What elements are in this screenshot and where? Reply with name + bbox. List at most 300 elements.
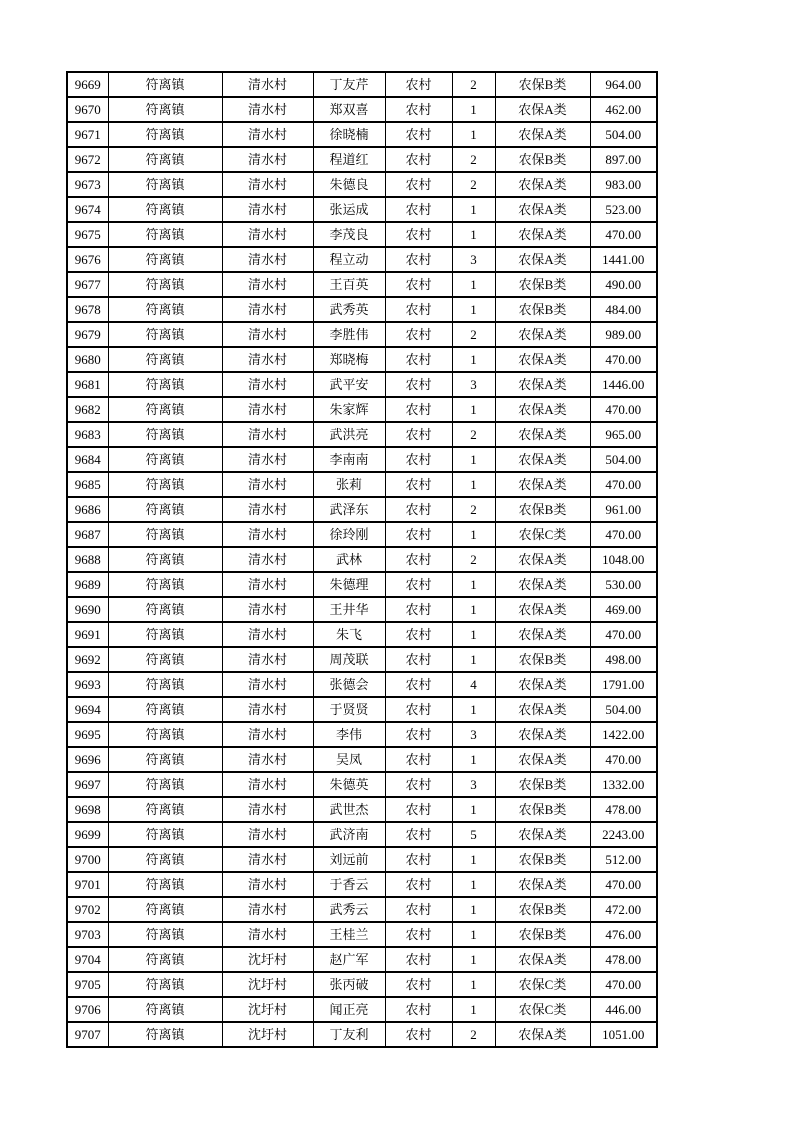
cell-category: 农保A类: [495, 672, 590, 697]
cell-count: 3: [452, 722, 495, 747]
cell-village: 清水村: [222, 847, 313, 872]
cell-household-type: 农村: [385, 172, 452, 197]
cell-amount: 470.00: [590, 972, 657, 997]
cell-town: 符离镇: [108, 847, 222, 872]
cell-category: 农保B类: [495, 72, 590, 97]
cell-town: 符离镇: [108, 172, 222, 197]
cell-name: 徐晓楠: [313, 122, 385, 147]
cell-amount: 1051.00: [590, 1022, 657, 1047]
cell-name: 武林: [313, 547, 385, 572]
table-row: [67, 572, 657, 597]
cell-town: 符离镇: [108, 422, 222, 447]
cell-name: 丁友芹: [313, 72, 385, 97]
cell-village: 清水村: [222, 622, 313, 647]
cell-village: 清水村: [222, 897, 313, 922]
cell-name: 武秀英: [313, 297, 385, 322]
cell-category: 农保A类: [495, 697, 590, 722]
cell-serial: 9669: [67, 72, 108, 97]
cell-household-type: 农村: [385, 622, 452, 647]
cell-household-type: 农村: [385, 1022, 452, 1047]
cell-household-type: 农村: [385, 647, 452, 672]
cell-category: 农保A类: [495, 222, 590, 247]
cell-serial: 9679: [67, 322, 108, 347]
cell-count: 2: [452, 147, 495, 172]
cell-amount: 470.00: [590, 622, 657, 647]
cell-name: 武世杰: [313, 797, 385, 822]
cell-household-type: 农村: [385, 597, 452, 622]
cell-serial: 9694: [67, 697, 108, 722]
cell-village: 清水村: [222, 247, 313, 272]
cell-serial: 9675: [67, 222, 108, 247]
cell-name: 王百英: [313, 272, 385, 297]
cell-amount: 470.00: [590, 397, 657, 422]
cell-name: 刘远前: [313, 847, 385, 872]
cell-household-type: 农村: [385, 547, 452, 572]
cell-village: 清水村: [222, 497, 313, 522]
cell-amount: 983.00: [590, 172, 657, 197]
cell-town: 符离镇: [108, 147, 222, 172]
cell-village: 清水村: [222, 422, 313, 447]
cell-town: 符离镇: [108, 997, 222, 1022]
cell-town: 符离镇: [108, 397, 222, 422]
cell-amount: 462.00: [590, 97, 657, 122]
cell-village: 沈圩村: [222, 1022, 313, 1047]
table-row: [67, 497, 657, 522]
cell-serial: 9676: [67, 247, 108, 272]
cell-serial: 9699: [67, 822, 108, 847]
cell-name: 李伟: [313, 722, 385, 747]
cell-serial: 9678: [67, 297, 108, 322]
cell-category: 农保A类: [495, 372, 590, 397]
cell-category: 农保B类: [495, 797, 590, 822]
cell-household-type: 农村: [385, 697, 452, 722]
cell-town: 符离镇: [108, 372, 222, 397]
cell-name: 于贤贤: [313, 697, 385, 722]
cell-village: 清水村: [222, 372, 313, 397]
cell-count: 1: [452, 747, 495, 772]
cell-household-type: 农村: [385, 947, 452, 972]
cell-amount: 530.00: [590, 572, 657, 597]
table-row: [67, 222, 657, 247]
cell-amount: 470.00: [590, 747, 657, 772]
cell-count: 1: [452, 972, 495, 997]
table-row: [67, 722, 657, 747]
cell-serial: 9706: [67, 997, 108, 1022]
table-row: [67, 197, 657, 222]
cell-amount: 2243.00: [590, 822, 657, 847]
cell-serial: 9684: [67, 447, 108, 472]
cell-serial: 9705: [67, 972, 108, 997]
cell-count: 1: [452, 922, 495, 947]
table-row: [67, 147, 657, 172]
cell-count: 4: [452, 672, 495, 697]
cell-count: 1: [452, 847, 495, 872]
cell-serial: 9693: [67, 672, 108, 697]
cell-village: 清水村: [222, 122, 313, 147]
cell-serial: 9683: [67, 422, 108, 447]
table-row: [67, 822, 657, 847]
cell-village: 清水村: [222, 922, 313, 947]
cell-category: 农保B类: [495, 297, 590, 322]
table-row: [67, 422, 657, 447]
cell-household-type: 农村: [385, 247, 452, 272]
cell-household-type: 农村: [385, 72, 452, 97]
cell-name: 郑晓梅: [313, 347, 385, 372]
cell-name: 赵广军: [313, 947, 385, 972]
table-row: [67, 872, 657, 897]
cell-count: 1: [452, 97, 495, 122]
cell-town: 符离镇: [108, 272, 222, 297]
cell-name: 张运成: [313, 197, 385, 222]
cell-serial: 9692: [67, 647, 108, 672]
cell-town: 符离镇: [108, 822, 222, 847]
table-row: [67, 172, 657, 197]
cell-category: 农保A类: [495, 822, 590, 847]
cell-count: 2: [452, 497, 495, 522]
table-row: [67, 972, 657, 997]
table-row: [67, 647, 657, 672]
table-row: [67, 997, 657, 1022]
table-row: [67, 372, 657, 397]
cell-serial: 9682: [67, 397, 108, 422]
cell-village: 清水村: [222, 722, 313, 747]
cell-village: 清水村: [222, 447, 313, 472]
cell-town: 符离镇: [108, 122, 222, 147]
cell-household-type: 农村: [385, 422, 452, 447]
cell-serial: 9688: [67, 547, 108, 572]
cell-amount: 470.00: [590, 472, 657, 497]
cell-count: 3: [452, 372, 495, 397]
cell-village: 清水村: [222, 197, 313, 222]
cell-village: 清水村: [222, 222, 313, 247]
cell-category: 农保A类: [495, 397, 590, 422]
cell-name: 朱德理: [313, 572, 385, 597]
cell-serial: 9695: [67, 722, 108, 747]
cell-category: 农保A类: [495, 247, 590, 272]
cell-serial: 9671: [67, 122, 108, 147]
table-row: [67, 672, 657, 697]
cell-town: 符离镇: [108, 447, 222, 472]
cell-category: 农保A类: [495, 197, 590, 222]
table-row: [67, 947, 657, 972]
cell-amount: 1446.00: [590, 372, 657, 397]
cell-category: 农保A类: [495, 572, 590, 597]
cell-household-type: 农村: [385, 722, 452, 747]
cell-serial: 9670: [67, 97, 108, 122]
cell-household-type: 农村: [385, 847, 452, 872]
cell-town: 符离镇: [108, 922, 222, 947]
cell-village: 清水村: [222, 97, 313, 122]
cell-town: 符离镇: [108, 222, 222, 247]
cell-count: 2: [452, 547, 495, 572]
cell-amount: 478.00: [590, 947, 657, 972]
cell-amount: 961.00: [590, 497, 657, 522]
cell-amount: 989.00: [590, 322, 657, 347]
cell-category: 农保A类: [495, 872, 590, 897]
cell-village: 清水村: [222, 697, 313, 722]
cell-village: 清水村: [222, 672, 313, 697]
cell-village: 清水村: [222, 572, 313, 597]
cell-serial: 9707: [67, 1022, 108, 1047]
cell-count: 1: [452, 472, 495, 497]
cell-category: 农保A类: [495, 122, 590, 147]
cell-household-type: 农村: [385, 297, 452, 322]
cell-household-type: 农村: [385, 897, 452, 922]
cell-name: 王井华: [313, 597, 385, 622]
cell-name: 周茂联: [313, 647, 385, 672]
cell-amount: 472.00: [590, 897, 657, 922]
cell-village: 清水村: [222, 347, 313, 372]
cell-count: 1: [452, 197, 495, 222]
cell-count: 1: [452, 572, 495, 597]
cell-serial: 9697: [67, 772, 108, 797]
cell-category: 农保A类: [495, 472, 590, 497]
cell-category: 农保C类: [495, 997, 590, 1022]
cell-town: 符离镇: [108, 97, 222, 122]
cell-category: 农保B类: [495, 647, 590, 672]
cell-village: 清水村: [222, 322, 313, 347]
table-row: [67, 797, 657, 822]
cell-name: 武洪亮: [313, 422, 385, 447]
cell-category: 农保B类: [495, 772, 590, 797]
cell-town: 符离镇: [108, 872, 222, 897]
cell-serial: 9689: [67, 572, 108, 597]
cell-household-type: 农村: [385, 772, 452, 797]
cell-count: 1: [452, 597, 495, 622]
cell-name: 武济南: [313, 822, 385, 847]
cell-serial: 9687: [67, 522, 108, 547]
cell-count: 1: [452, 947, 495, 972]
table-body: [67, 72, 657, 1047]
table-row: [67, 72, 657, 97]
cell-category: 农保C类: [495, 972, 590, 997]
cell-amount: 470.00: [590, 522, 657, 547]
cell-category: 农保B类: [495, 922, 590, 947]
cell-name: 朱飞: [313, 622, 385, 647]
cell-name: 武平安: [313, 372, 385, 397]
cell-category: 农保B类: [495, 272, 590, 297]
cell-category: 农保A类: [495, 447, 590, 472]
cell-town: 符离镇: [108, 497, 222, 522]
cell-serial: 9698: [67, 797, 108, 822]
cell-town: 符离镇: [108, 322, 222, 347]
cell-village: 清水村: [222, 522, 313, 547]
cell-count: 1: [452, 297, 495, 322]
cell-village: 清水村: [222, 147, 313, 172]
cell-village: 清水村: [222, 397, 313, 422]
cell-village: 沈圩村: [222, 947, 313, 972]
table-row: [67, 347, 657, 372]
cell-village: 清水村: [222, 72, 313, 97]
cell-household-type: 农村: [385, 672, 452, 697]
insurance-roster-table: [66, 71, 658, 1048]
cell-serial: 9672: [67, 147, 108, 172]
cell-town: 符离镇: [108, 472, 222, 497]
cell-amount: 1791.00: [590, 672, 657, 697]
cell-town: 符离镇: [108, 522, 222, 547]
cell-village: 清水村: [222, 172, 313, 197]
cell-category: 农保B类: [495, 847, 590, 872]
cell-village: 清水村: [222, 472, 313, 497]
table-row: [67, 922, 657, 947]
cell-name: 于香云: [313, 872, 385, 897]
cell-amount: 446.00: [590, 997, 657, 1022]
cell-village: 清水村: [222, 547, 313, 572]
cell-category: 农保A类: [495, 97, 590, 122]
cell-town: 符离镇: [108, 347, 222, 372]
cell-town: 符离镇: [108, 597, 222, 622]
cell-name: 丁友利: [313, 1022, 385, 1047]
cell-amount: 498.00: [590, 647, 657, 672]
cell-category: 农保A类: [495, 347, 590, 372]
cell-name: 张德会: [313, 672, 385, 697]
cell-amount: 512.00: [590, 847, 657, 872]
cell-name: 闻正亮: [313, 997, 385, 1022]
cell-count: 1: [452, 897, 495, 922]
cell-count: 2: [452, 1022, 495, 1047]
cell-town: 符离镇: [108, 197, 222, 222]
cell-serial: 9691: [67, 622, 108, 647]
table-row: [67, 847, 657, 872]
cell-count: 1: [452, 872, 495, 897]
table-row: [67, 897, 657, 922]
cell-category: 农保A类: [495, 547, 590, 572]
cell-amount: 470.00: [590, 872, 657, 897]
cell-amount: 504.00: [590, 122, 657, 147]
cell-name: 武泽东: [313, 497, 385, 522]
cell-count: 1: [452, 347, 495, 372]
cell-amount: 478.00: [590, 797, 657, 822]
cell-count: 1: [452, 522, 495, 547]
table-row: [67, 597, 657, 622]
cell-village: 清水村: [222, 297, 313, 322]
cell-serial: 9674: [67, 197, 108, 222]
cell-amount: 897.00: [590, 147, 657, 172]
cell-serial: 9686: [67, 497, 108, 522]
cell-town: 符离镇: [108, 72, 222, 97]
cell-name: 李胜伟: [313, 322, 385, 347]
cell-amount: 476.00: [590, 922, 657, 947]
cell-town: 符离镇: [108, 547, 222, 572]
cell-name: 朱家辉: [313, 397, 385, 422]
cell-serial: 9677: [67, 272, 108, 297]
cell-amount: 490.00: [590, 272, 657, 297]
cell-household-type: 农村: [385, 997, 452, 1022]
cell-name: 李茂良: [313, 222, 385, 247]
cell-serial: 9673: [67, 172, 108, 197]
cell-category: 农保A类: [495, 1022, 590, 1047]
cell-count: 3: [452, 772, 495, 797]
table-row: [67, 522, 657, 547]
cell-serial: 9680: [67, 347, 108, 372]
table-row: [67, 747, 657, 772]
table-row: [67, 97, 657, 122]
cell-village: 清水村: [222, 597, 313, 622]
cell-household-type: 农村: [385, 822, 452, 847]
cell-village: 沈圩村: [222, 997, 313, 1022]
cell-household-type: 农村: [385, 197, 452, 222]
cell-town: 符离镇: [108, 622, 222, 647]
cell-town: 符离镇: [108, 572, 222, 597]
cell-amount: 470.00: [590, 222, 657, 247]
cell-household-type: 农村: [385, 797, 452, 822]
cell-name: 徐玲刚: [313, 522, 385, 547]
cell-category: 农保A类: [495, 747, 590, 772]
cell-household-type: 农村: [385, 347, 452, 372]
cell-name: 王桂兰: [313, 922, 385, 947]
cell-town: 符离镇: [108, 1022, 222, 1047]
cell-category: 农保A类: [495, 947, 590, 972]
cell-serial: 9700: [67, 847, 108, 872]
cell-name: 武秀云: [313, 897, 385, 922]
cell-household-type: 农村: [385, 147, 452, 172]
cell-household-type: 农村: [385, 322, 452, 347]
cell-category: 农保A类: [495, 422, 590, 447]
cell-category: 农保A类: [495, 322, 590, 347]
table-row: [67, 322, 657, 347]
cell-town: 符离镇: [108, 297, 222, 322]
cell-count: 1: [452, 447, 495, 472]
cell-count: 1: [452, 272, 495, 297]
cell-household-type: 农村: [385, 272, 452, 297]
cell-town: 符离镇: [108, 947, 222, 972]
cell-town: 符离镇: [108, 772, 222, 797]
cell-amount: 504.00: [590, 697, 657, 722]
cell-town: 符离镇: [108, 247, 222, 272]
table-row: [67, 1022, 657, 1047]
table-row: [67, 472, 657, 497]
cell-amount: 484.00: [590, 297, 657, 322]
table-row: [67, 772, 657, 797]
cell-serial: 9690: [67, 597, 108, 622]
cell-count: 1: [452, 647, 495, 672]
cell-household-type: 农村: [385, 497, 452, 522]
cell-household-type: 农村: [385, 972, 452, 997]
cell-town: 符离镇: [108, 747, 222, 772]
cell-amount: 523.00: [590, 197, 657, 222]
cell-village: 清水村: [222, 647, 313, 672]
cell-household-type: 农村: [385, 472, 452, 497]
cell-town: 符离镇: [108, 722, 222, 747]
cell-name: 程立动: [313, 247, 385, 272]
cell-village: 清水村: [222, 872, 313, 897]
cell-amount: 1441.00: [590, 247, 657, 272]
cell-household-type: 农村: [385, 122, 452, 147]
cell-name: 张丙破: [313, 972, 385, 997]
cell-amount: 1332.00: [590, 772, 657, 797]
cell-household-type: 农村: [385, 447, 452, 472]
cell-name: 朱德英: [313, 772, 385, 797]
cell-household-type: 农村: [385, 922, 452, 947]
cell-count: 1: [452, 122, 495, 147]
cell-count: 1: [452, 622, 495, 647]
cell-town: 符离镇: [108, 897, 222, 922]
table-row: [67, 697, 657, 722]
cell-amount: 469.00: [590, 597, 657, 622]
cell-serial: 9701: [67, 872, 108, 897]
cell-category: 农保A类: [495, 597, 590, 622]
cell-household-type: 农村: [385, 222, 452, 247]
cell-name: 朱德良: [313, 172, 385, 197]
cell-amount: 1422.00: [590, 722, 657, 747]
cell-amount: 470.00: [590, 347, 657, 372]
cell-village: 清水村: [222, 272, 313, 297]
cell-name: 张莉: [313, 472, 385, 497]
cell-serial: 9702: [67, 897, 108, 922]
cell-serial: 9685: [67, 472, 108, 497]
cell-household-type: 农村: [385, 372, 452, 397]
cell-count: 2: [452, 322, 495, 347]
